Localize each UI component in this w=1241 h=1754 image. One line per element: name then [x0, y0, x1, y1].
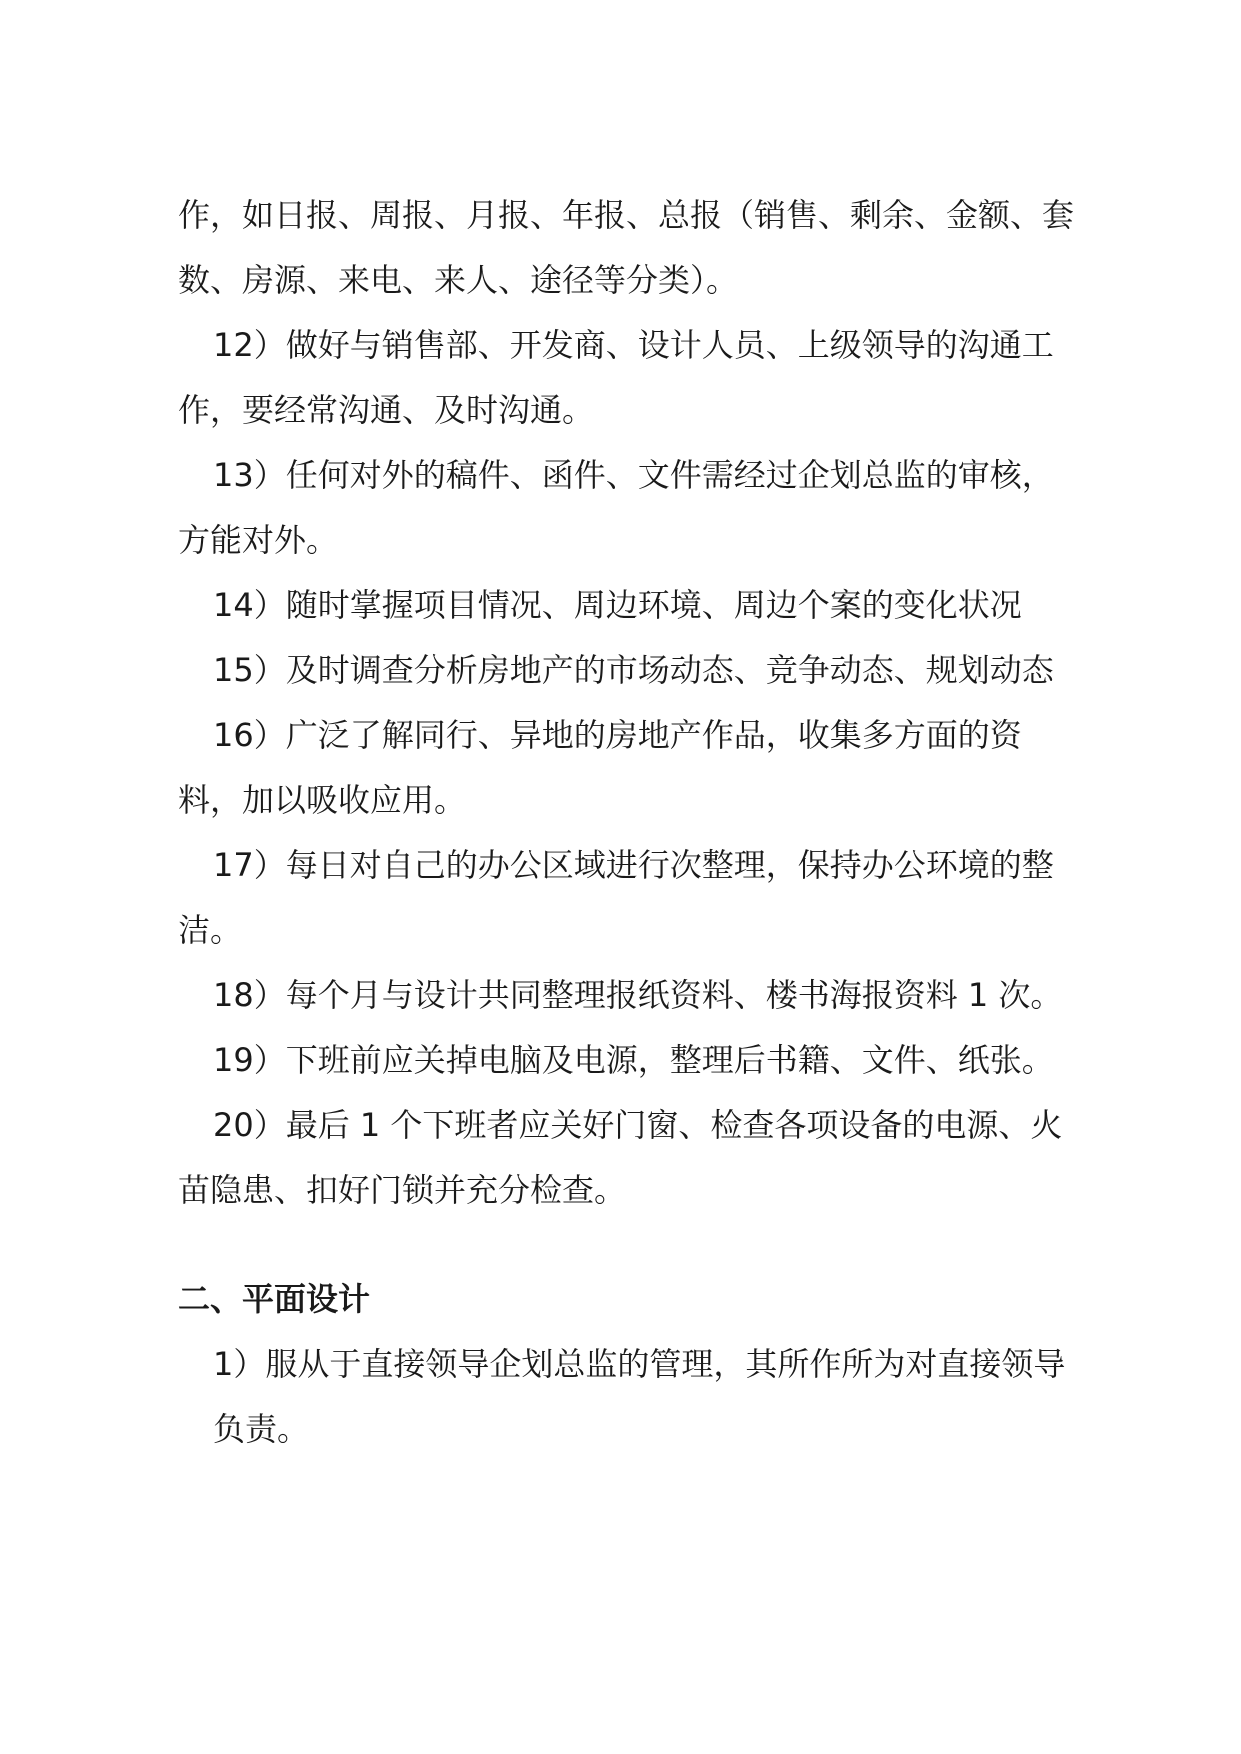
document-body [178, 183, 1083, 1462]
paragraph-item-17: 17）每日对自己的办公区域进行次整理，保持办公环境的整洁。 [178, 846, 1054, 949]
section-heading: 二、平面设计 [178, 1280, 371, 1318]
section-item-1: 1）服从于直接领导企划总监的管理，其所作所为对直接领导负责。 [213, 1345, 1066, 1448]
paragraph-continuation: 作，如日报、周报、月报、年报、总报（销售、剩余、金额、套数、房源、来电、来人、途径等分类）。 [178, 196, 1075, 299]
paragraph-item-15: 15）及时调查分析房地产的市场动态、竞争动态、规划动态 [213, 651, 1054, 689]
paragraph-item-14: 14）随时掌握项目情况、周边环境、周边个案的变化状况 [213, 586, 1022, 624]
paragraph-item-20: 20）最后 1 个下班者应关好门窗、检查各项设备的电源、火苗隐患、扣好门锁并充分检查。 [178, 1106, 1063, 1209]
paragraph-item-13: 13）任何对外的稿件、函件、文件需经过企划总监的审核，方能对外。 [178, 456, 1054, 559]
paragraph-item-18: 18）每个月与设计共同整理报纸资料、楼书海报资料 1 次。 [213, 976, 1063, 1014]
paragraph-item-16: 16）广泛了解同行、异地的房地产作品，收集多方面的资料，加以吸收应用。 [178, 716, 1022, 819]
paragraph-item-12: 12）做好与销售部、开发商、设计人员、上级领导的沟通工作，要经常沟通、及时沟通。 [178, 326, 1054, 429]
paragraph-item-19: 19）下班前应关掉电脑及电源，整理后书籍、文件、纸张。 [213, 1041, 1054, 1079]
